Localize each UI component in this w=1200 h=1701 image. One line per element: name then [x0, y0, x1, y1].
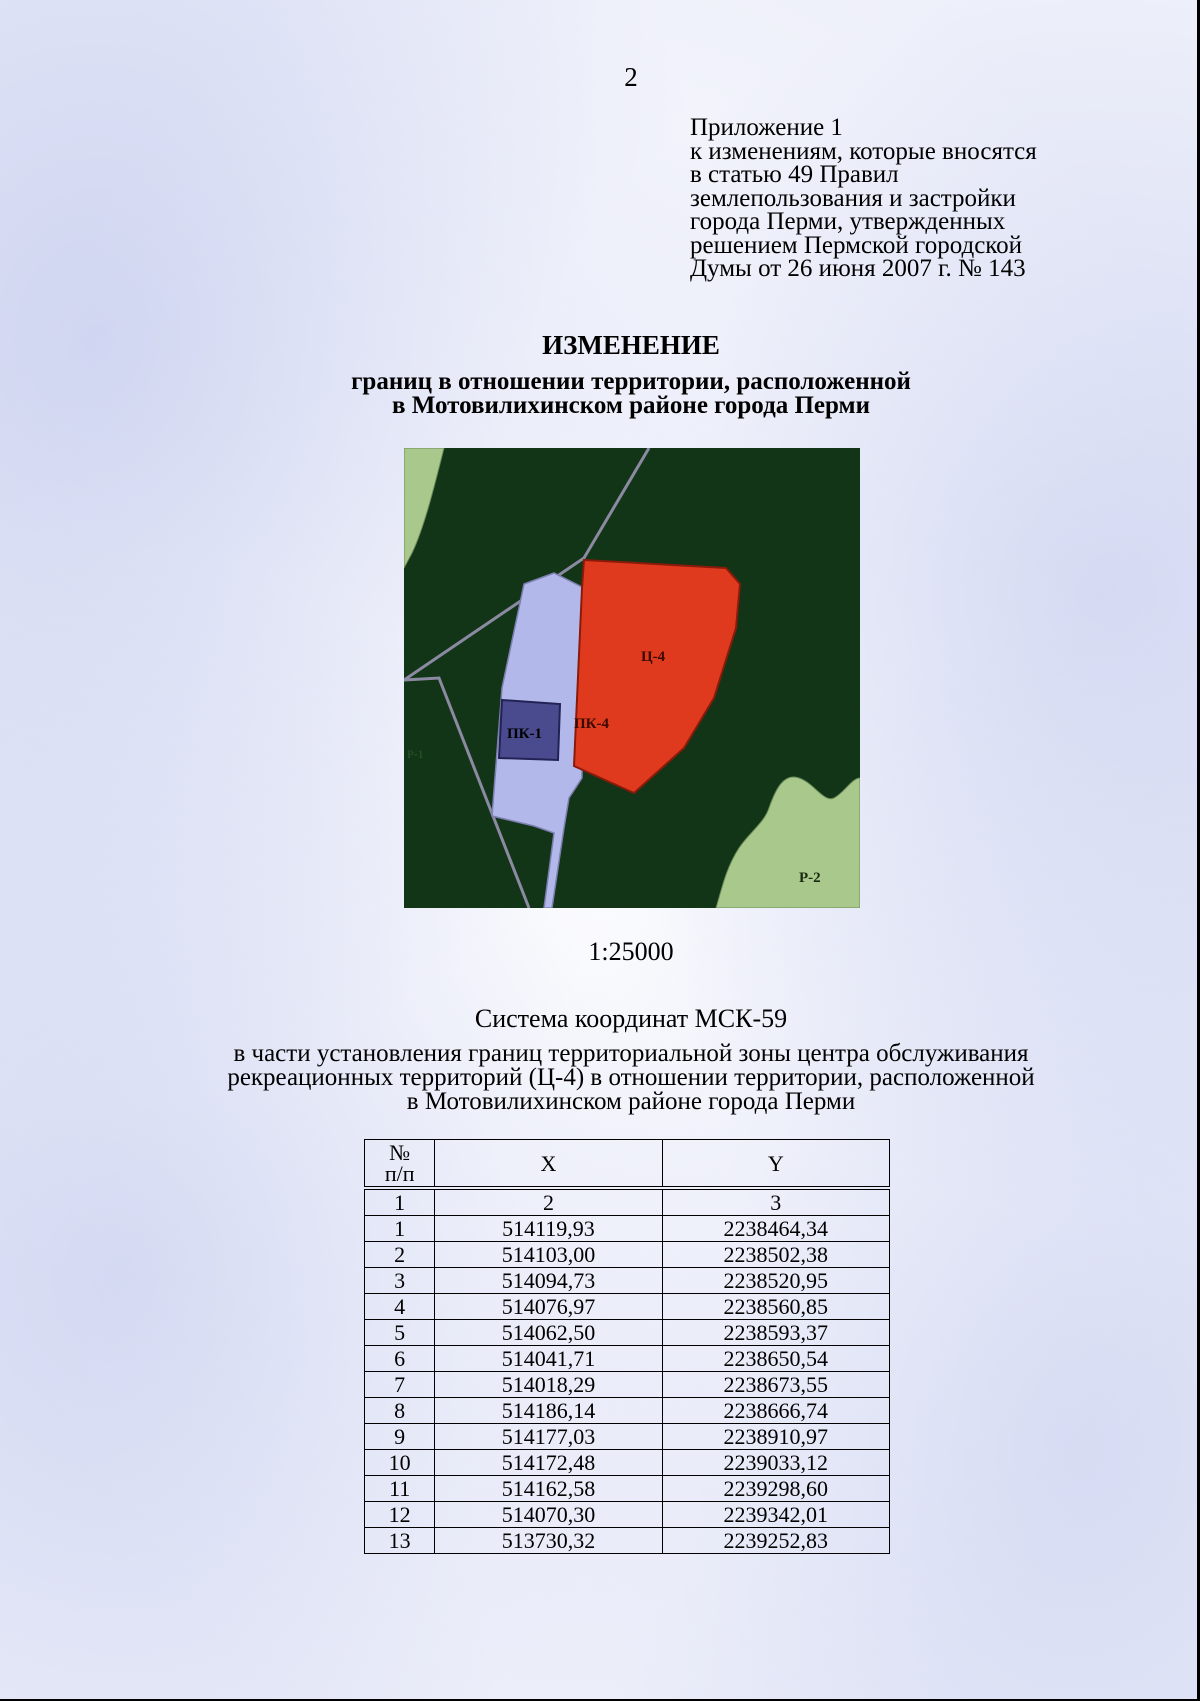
column-number-row: [365, 1188, 890, 1216]
cell-y: 2238464,34: [662, 1216, 889, 1242]
map-label-pk4: ПК-4: [574, 716, 610, 732]
cell-x: 514070,30: [435, 1502, 662, 1528]
cell-y: 2239252,83: [662, 1528, 889, 1554]
table-row: [365, 1346, 890, 1372]
cell-num: 7: [365, 1372, 435, 1398]
header-num: [365, 1140, 435, 1189]
coordinates-table: [364, 1139, 890, 1554]
cell-num: 8: [365, 1398, 435, 1424]
map-label-pk1: ПК-1: [507, 726, 543, 742]
table-row: [365, 1242, 890, 1268]
cell-x: 514018,29: [435, 1372, 662, 1398]
cell-num: 2: [365, 1242, 435, 1268]
cell-y: 2238666,74: [662, 1398, 889, 1424]
appendix-line: города Перми, утвержденных: [690, 208, 1006, 235]
column-number: 1: [365, 1188, 435, 1216]
document-subtitle: [0, 370, 1200, 418]
map-label-left: Р-1: [407, 747, 424, 761]
table-row: [365, 1216, 890, 1242]
column-number: 3: [662, 1188, 889, 1216]
table-row: [365, 1502, 890, 1528]
appendix-line: к изменениям, которые вносятся: [690, 137, 1037, 165]
cell-x: 514103,00: [435, 1242, 662, 1268]
cell-num: 5: [365, 1320, 435, 1346]
cell-x: 514076,97: [435, 1294, 662, 1320]
table-caption-line-1: в части установления границ территориальной зоны центра обслуживания: [233, 1040, 1029, 1067]
coordinate-system-title: Система координат МСК-59: [474, 1004, 788, 1033]
map-label-c4: Ц-4: [641, 649, 666, 665]
cell-x: 514062,50: [435, 1320, 662, 1346]
cell-y: 2238560,85: [662, 1294, 889, 1320]
map-label-r2: Р-2: [799, 870, 821, 886]
table-row: [365, 1398, 890, 1424]
map-scale: 1:25000: [588, 937, 674, 966]
table-row: [365, 1320, 890, 1346]
cell-y: 2238502,38: [662, 1242, 889, 1268]
table-row: [365, 1450, 890, 1476]
cell-x: 514041,71: [435, 1346, 662, 1372]
appendix-line: землепользования и застройки: [690, 184, 1016, 212]
appendix-line: Приложение 1: [690, 114, 843, 141]
cell-x: 514177,03: [435, 1424, 662, 1450]
cell-y: 2238673,55: [662, 1372, 889, 1398]
table-header-row: [365, 1140, 890, 1189]
cell-y: 2239033,12: [662, 1450, 889, 1476]
table-row: [365, 1528, 890, 1554]
column-number: 2: [435, 1188, 662, 1216]
cell-y: 2238650,54: [662, 1346, 889, 1372]
cell-num: 11: [365, 1476, 435, 1502]
cell-num: 6: [365, 1346, 435, 1372]
cell-num: 1: [365, 1216, 435, 1242]
appendix-line: в статью 49 Правил: [690, 161, 899, 188]
cell-y: 2239298,60: [662, 1476, 889, 1502]
subtitle-line-2: в Мотовилихинском районе города Перми: [391, 392, 870, 419]
zoning-map: [404, 448, 860, 908]
cell-x: 514172,48: [435, 1450, 662, 1476]
cell-num: 13: [365, 1528, 435, 1554]
page-number: 2: [624, 62, 638, 92]
header-num-top: №: [389, 1140, 411, 1165]
cell-num: 12: [365, 1502, 435, 1528]
header-x: X: [435, 1140, 662, 1189]
table-row: [365, 1294, 890, 1320]
table-row: [365, 1424, 890, 1450]
cell-y: 2238593,37: [662, 1320, 889, 1346]
appendix-block: [690, 116, 1037, 281]
cell-num: 10: [365, 1450, 435, 1476]
cell-x: 513730,32: [435, 1528, 662, 1554]
table-row: [365, 1476, 890, 1502]
cell-num: 3: [365, 1268, 435, 1294]
cell-x: 514119,93: [435, 1216, 662, 1242]
table-row: [365, 1268, 890, 1294]
table-caption-line-3: в Мотовилихинском районе города Перми: [406, 1088, 856, 1115]
table-caption-line-2: рекреационных территорий (Ц-4) в отношении территории, расположенной: [227, 1064, 1035, 1091]
table-row: [365, 1372, 890, 1398]
header-num-bottom: п/п: [384, 1161, 415, 1186]
appendix-line: Думы от 26 июня 2007 г. № 143: [690, 255, 1026, 282]
cell-num: 4: [365, 1294, 435, 1320]
cell-x: 514094,73: [435, 1268, 662, 1294]
cell-y: 2238910,97: [662, 1424, 889, 1450]
cell-y: 2238520,95: [662, 1268, 889, 1294]
document-title: ИЗМЕНЕНИЕ: [542, 330, 720, 360]
table-caption: [0, 1042, 1200, 1114]
appendix-line: решением Пермской городской: [690, 231, 1023, 259]
subtitle-line-1: границ в отношении территории, расположенной: [351, 368, 911, 395]
cell-y: 2239342,01: [662, 1502, 889, 1528]
cell-num: 9: [365, 1424, 435, 1450]
cell-x: 514186,14: [435, 1398, 662, 1424]
header-y: Y: [662, 1140, 889, 1189]
cell-x: 514162,58: [435, 1476, 662, 1502]
